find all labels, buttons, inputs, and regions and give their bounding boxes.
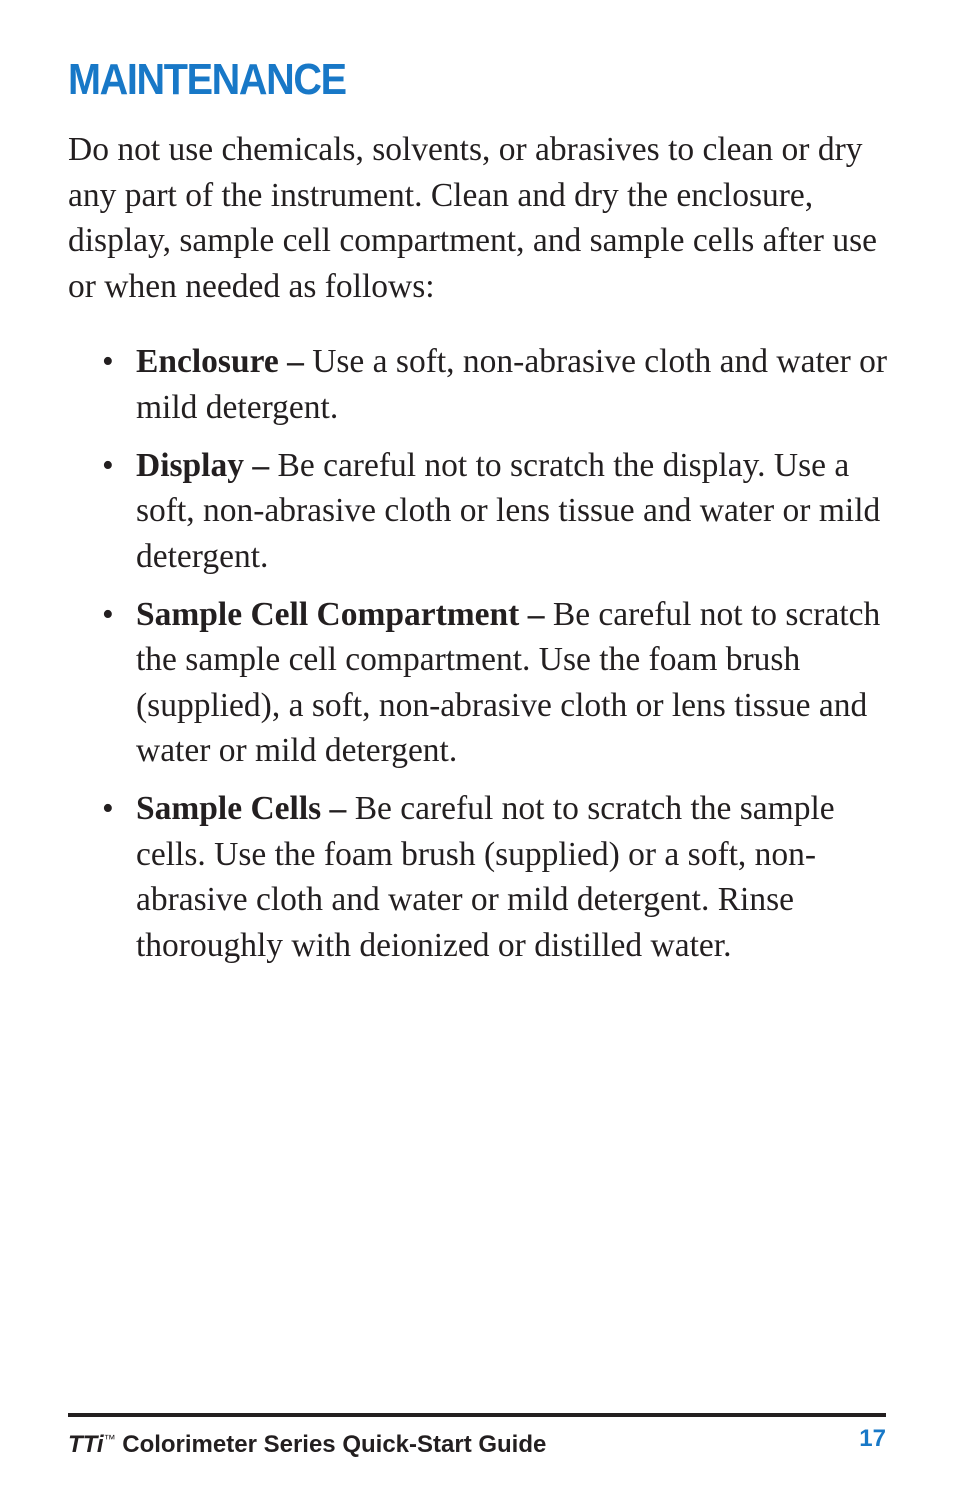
item-text: Be careful not to scratch the sample cells. Use the foam brush (supplied) or a soft, non-abrasive cloth and water or mild detergent. Rinse thoroughly with deionized or distilled water. xyxy=(136,790,835,964)
list-item-display xyxy=(0,443,954,580)
item-text: Be careful not to scratch the display. Use a soft, non-abrasive cloth or lens tissue and water or mild detergent. xyxy=(136,446,881,575)
footer-guide-title: Colorimeter Series Quick-Start Guide xyxy=(115,1431,547,1458)
item-text: Be careful not to scratch the sample cell compartment. Use the foam brush (supplied), a soft, non-abrasive cloth or lens tissue and water or mild detergent. xyxy=(136,595,881,769)
item-text: Use a soft, non-abrasive cloth and water or mild detergent. xyxy=(136,343,888,426)
list-item-sample-cell-compartment xyxy=(0,592,954,774)
footer-brand: TTi xyxy=(68,1431,104,1458)
cleaning-list xyxy=(0,339,954,981)
item-term: Sample Cells – xyxy=(136,790,347,827)
bullet: • xyxy=(102,343,114,380)
list-item-enclosure xyxy=(0,339,954,430)
item-term: Enclosure – xyxy=(136,343,304,380)
trademark-symbol: ™ xyxy=(103,1432,116,1446)
intro-paragraph: Do not use chemicals, solvents, or abrasives to clean or dry any part of the instrument. Clean and dry the enclosure, display, sample cell compartment, and sample cells after use or when needed as follows: xyxy=(68,131,877,305)
section-heading: MAINTENANCE xyxy=(68,55,346,104)
footer-divider xyxy=(68,1413,886,1417)
item-term: Display – xyxy=(136,446,270,484)
bullet: • xyxy=(102,595,114,633)
item-term: Sample Cell Compartment – xyxy=(136,595,545,633)
bullet: • xyxy=(102,446,114,484)
bullet: • xyxy=(102,790,114,827)
footer-title xyxy=(68,1424,546,1460)
list-item-sample-cells xyxy=(0,786,954,968)
page-number: 17 xyxy=(859,1425,886,1452)
